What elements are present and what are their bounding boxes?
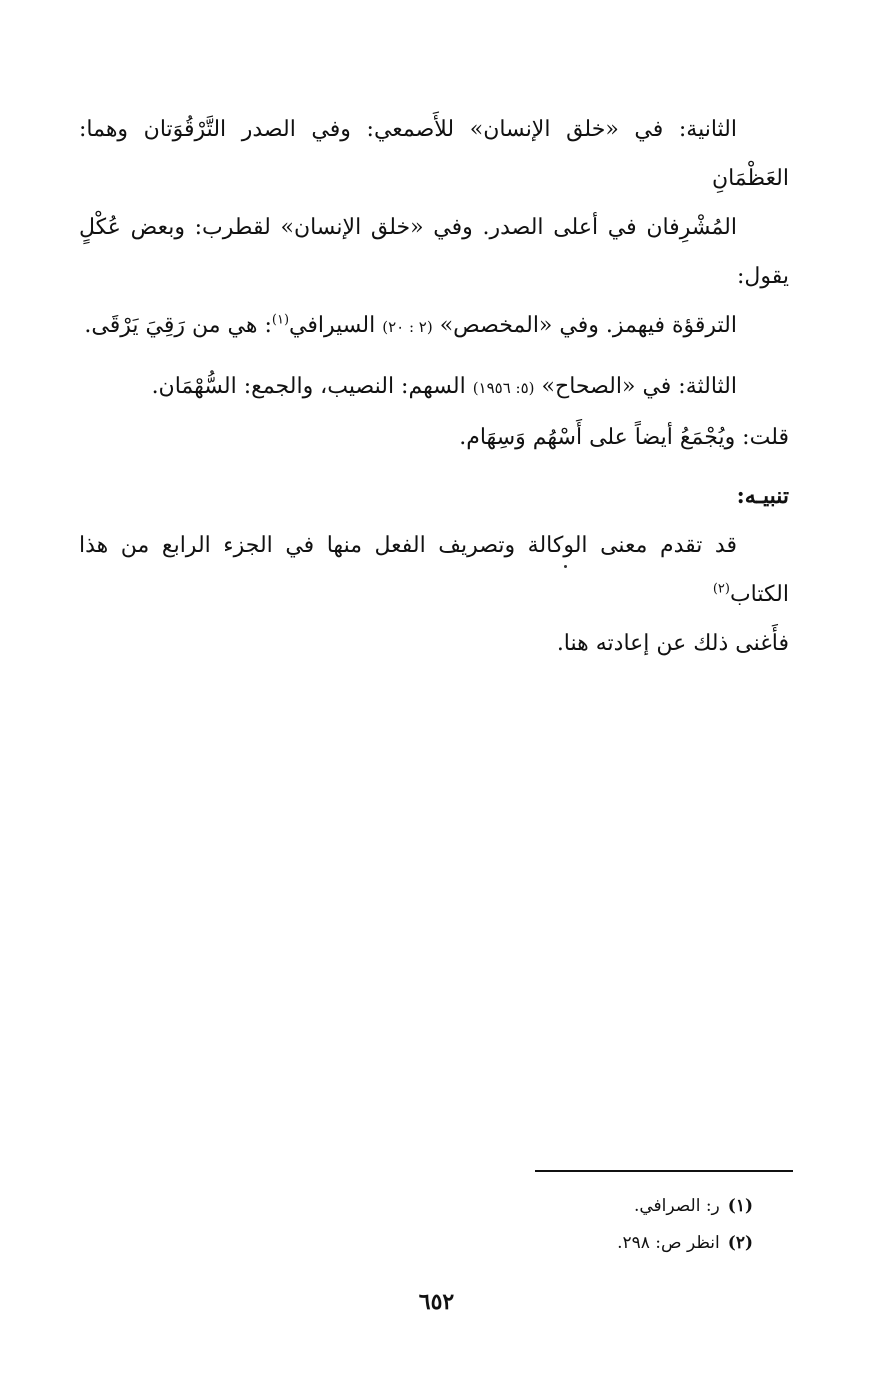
- footnote-separator: [535, 1170, 793, 1172]
- text-line: [79, 521, 789, 619]
- text-line: [79, 362, 789, 413]
- text-segment: قد تقدم معنى الوكالة وتصريف الفعل منها في الجزء الرابع من هذا الكتاب: [79, 533, 789, 607]
- footnote-marker: (٢): [712, 581, 730, 597]
- text-line: فأَغنى ذلك عن إعادته هنا.: [556, 631, 789, 656]
- text-line: [79, 301, 789, 352]
- text-segment: السيرافي: [289, 313, 376, 338]
- page-number: ٦٥٢: [418, 1289, 455, 1315]
- footnotes: [353, 1188, 753, 1262]
- footnote-text: ر: الصرافي.: [633, 1196, 720, 1216]
- footnote-item: [353, 1225, 753, 1262]
- section-heading: تنبيـه:: [736, 483, 789, 509]
- volume-page-reference: (٥: ١٩٥٦): [472, 379, 535, 397]
- ink-dot: [564, 565, 567, 568]
- footnote-item: [353, 1188, 753, 1225]
- footnote-text: انظر ص: ٢٩٨.: [617, 1233, 720, 1253]
- footnote-number: (١): [727, 1196, 753, 1216]
- text-line: الثانية: في «خلق الإنسان» للأَصمعي: وفي الصدر التَّرْقُوَتان وهما: العَظْمَانِ: [79, 117, 789, 191]
- text-segment: السهم: النصيب، والجمع: السُّهْمَان.: [151, 374, 466, 399]
- paragraph-note: [79, 521, 789, 668]
- text-line: قلت: ويُجْمَعُ أيضاً على أَسْهُم وَسِهَام.: [459, 425, 789, 450]
- volume-page-reference: (٢ : ٢٠): [382, 318, 433, 336]
- footnote-number: (٢): [727, 1233, 753, 1253]
- footnote-marker: (١): [271, 312, 290, 328]
- paragraph-third: [79, 362, 789, 462]
- text-segment: الترقؤة فيهمز. وفي «المخصص»: [439, 313, 737, 338]
- text-line: المُشْرِفان في أعلى الصدر. وفي «خلق الإنسان» لقطرب: وبعض عُكْلٍ يقول:: [79, 215, 789, 289]
- paragraph-second: [79, 105, 789, 352]
- text-segment: : هي من رَقِيَ يَرْقَى.: [84, 313, 272, 338]
- main-text: [79, 105, 789, 668]
- text-segment: الثالثة: في «الصحاح»: [541, 374, 737, 399]
